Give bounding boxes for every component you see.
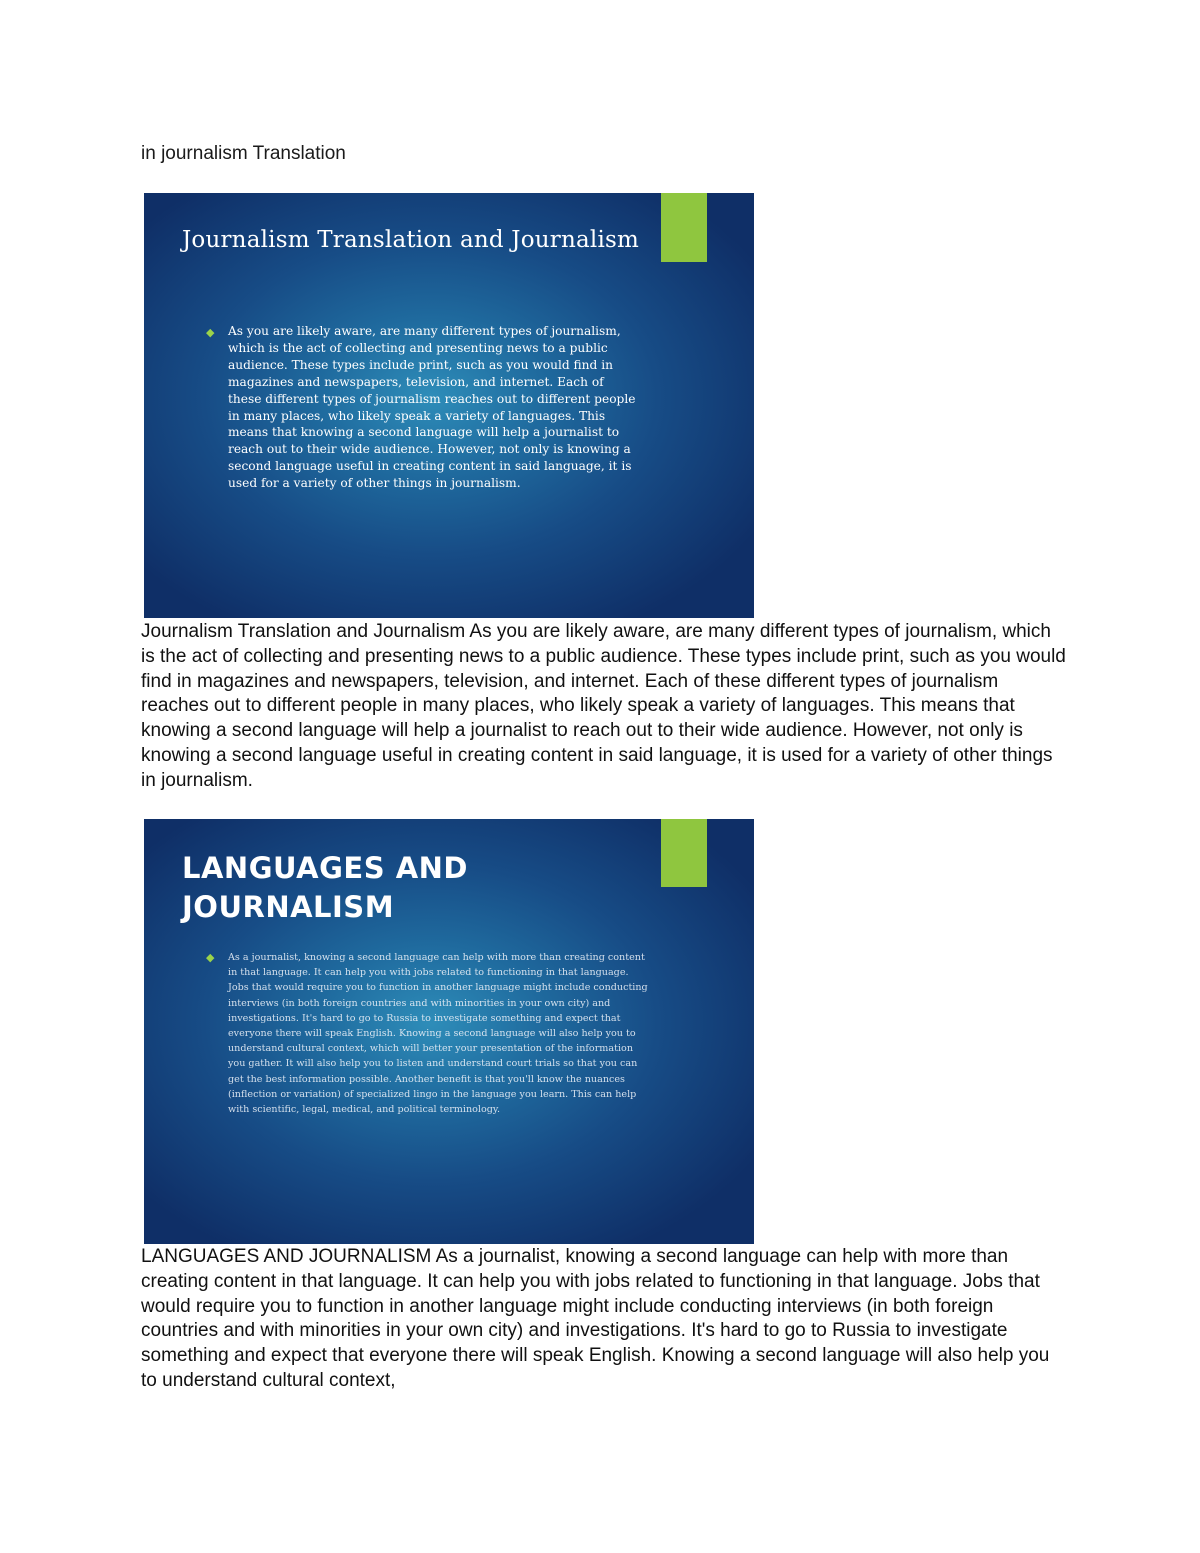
page-heading: in journalism Translation <box>141 143 346 164</box>
slide-body-text: As a journalist, knowing a second language can help with more than creating content in that language. It can help you with jobs related to functioning in that language. Jobs that would require you to function in another language might include conducting interviews (in both foreign countries and with minorities in your own city) and investigations. It's hard to go to Russia to investigate something and expect that everyone there will speak English. Knowing a second language will also help you to understand cultural context, which will better your presentation of the information you gather. It will also help you to listen and understand court trials so that you can get the best information possible. Another benefit is that you'll know the nuances (inflection or variation) of specialized lingo in the language you learn. This can help with scientific, legal, medical, and political terminology. <box>228 952 648 1116</box>
slide-title: Journalism Translation and Journalism <box>182 227 640 253</box>
slide-image-journalism-translation <box>144 193 754 618</box>
slide-accent-bar <box>661 819 707 887</box>
diamond-bullet-icon: ◆ <box>206 327 215 339</box>
slide-image-languages-and-journalism <box>144 819 754 1244</box>
diamond-bullet-icon: ◆ <box>206 952 215 964</box>
body-paragraph: Journalism Translation and Journalism As you are likely aware, are many different types of journalism, which is the act of collecting and presenting news to a public audience. These types include print, such as you would find in magazines and newspapers, television, and internet. Each of these different types of journalism reaches out to different people in many places, who likely speak a variety of languages. This means that knowing a second language will help a journalist to reach out to their wide audience. However, not only is knowing a second language useful in creating content in said language, it is used for a variety of other things in journalism. <box>141 621 1066 791</box>
slide-body-text: As you are likely aware, are many different types of journalism, which is the act of collecting and presenting news to a public audience. These types include print, such as you would find in magazines and newspapers, television, and internet. Each of these different types of journalism reaches out to different people in many places, who likely speak a variety of languages. This means that knowing a second language will help a journalist to reach out to their wide audience. However, not only is knowing a second language useful in creating content in said language, it is used for a variety of other things in journalism. <box>228 324 636 491</box>
slide-accent-bar <box>661 193 707 262</box>
body-paragraph: LANGUAGES AND JOURNALISM As a journalist, knowing a second language can help with more than creating content in that language. It can help you with jobs related to functioning in that language. Jobs that would require you to function in another language might include conducting interviews (in both foreign countries and with minorities in your own city) and investigations. It's hard to go to Russia to investigate something and expect that everyone there will speak English. Knowing a second language will also help you to understand cultural context, <box>141 1246 1050 1391</box>
slide-title: LANGUAGES AND JOURNALISM <box>182 851 468 924</box>
